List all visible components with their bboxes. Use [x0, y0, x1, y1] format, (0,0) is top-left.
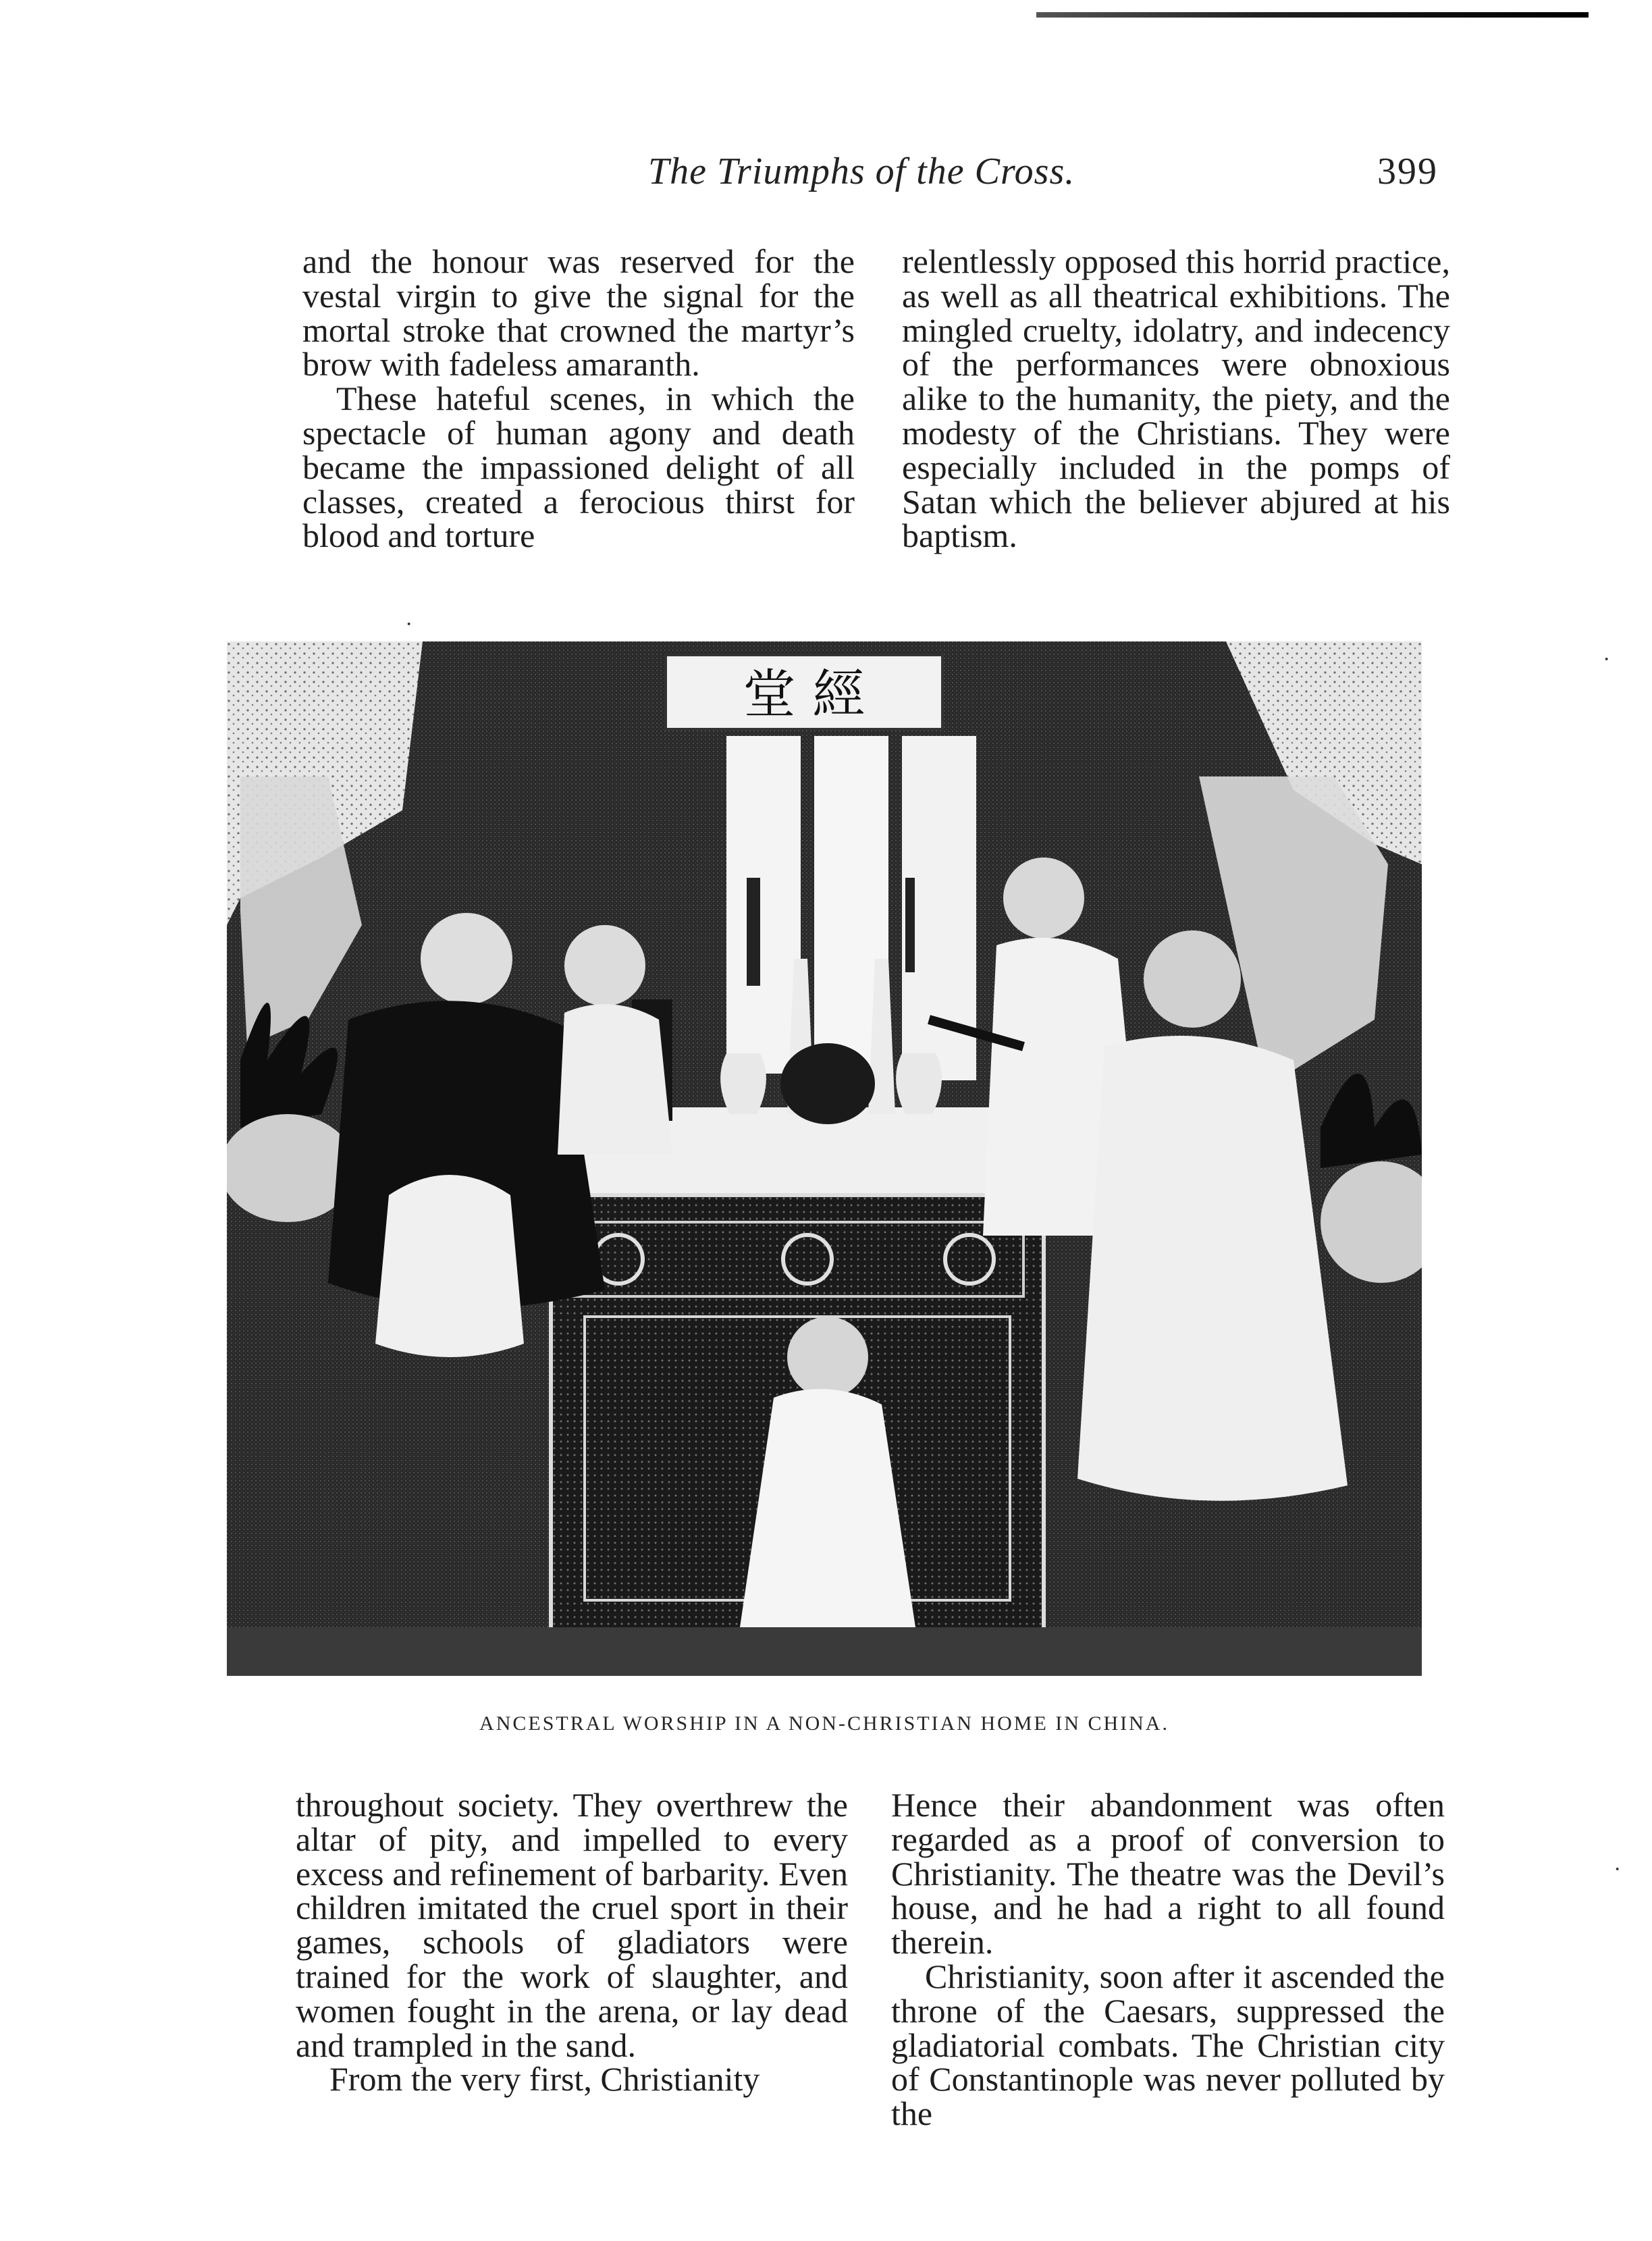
paragraph: relentlessly opposed this horrid practice, as well as all theatrical exhibitions. The mingled cruelty, idolatry, and indecency of the performances were obnoxious alike to the humanity, the piety, and the modesty of the Christians. They were especially included in the pomps of Satan which the believer abjured at his baptism. [902, 242, 1450, 555]
plaque-characters: 堂 經 [743, 664, 865, 725]
woman-head [421, 913, 512, 1005]
hanging-scroll [726, 736, 801, 1074]
text-column-bottom-left [296, 1788, 848, 2097]
text-column-bottom-right [891, 1788, 1445, 2131]
boy-robe [558, 1004, 672, 1155]
ancestral-worship-photograph [227, 641, 1422, 1676]
page-number: 399 [1377, 151, 1438, 192]
paragraph: throughout society. They overthrew the altar of pity, and impelled to every excess and refinement of barbarity. Even children imitated the cruel sport in their games, schools of gladiators were trained for the work of slaughter, and women fought in the arena, or lay dead and trampled in the sand. [296, 1786, 848, 2064]
speck-mark: · [1603, 647, 1611, 672]
photograph-illustration [227, 641, 1422, 1676]
floor [227, 1627, 1422, 1676]
boy-head [564, 925, 645, 1006]
paragraph: Hence their abandonment was often regarded as a proof of conversion to Christianity. The theatre was the Devil’s house, and he had a right to all found therein. [891, 1786, 1445, 1961]
paragraph: and the honour was reserved for the vestal virgin to give the signal for the mortal stroke that crowned the martyr’s brow with fadeless amaranth. [302, 242, 855, 384]
vase [720, 1053, 766, 1114]
vase [896, 1053, 942, 1114]
paragraph: Christianity, soon after it ascended the throne of the Caesars, suppressed the gladiatorial combats. The Christian city of Constantinople was never polluted by the [891, 1957, 1445, 2133]
running-title: The Triumphs of the Cross. [648, 151, 1075, 192]
scroll-mark [747, 878, 760, 986]
elder-head [1144, 930, 1241, 1028]
child-head [787, 1317, 868, 1398]
figure-caption: ANCESTRAL WORSHIP IN A NON-CHRISTIAN HOME IN CHINA. [479, 1712, 1169, 1735]
speck-mark: · [405, 612, 413, 637]
top-rule [1036, 12, 1589, 18]
paragraph: These hateful scenes, in which the spectacle of human agony and death became the impassioned delight of all classes, created a ferocious thirst for blood and torture [302, 379, 855, 555]
speck-mark: · [1614, 1857, 1622, 1882]
standing-man-head [1003, 858, 1084, 939]
running-head [297, 150, 1438, 197]
woman-skirt [375, 1175, 524, 1357]
text-column-top-left [302, 244, 855, 553]
incense-burner [780, 1043, 875, 1124]
scroll-mark [905, 878, 915, 972]
paragraph: From the very first, Christianity [329, 2060, 760, 2099]
text-column-top-right [902, 244, 1450, 553]
